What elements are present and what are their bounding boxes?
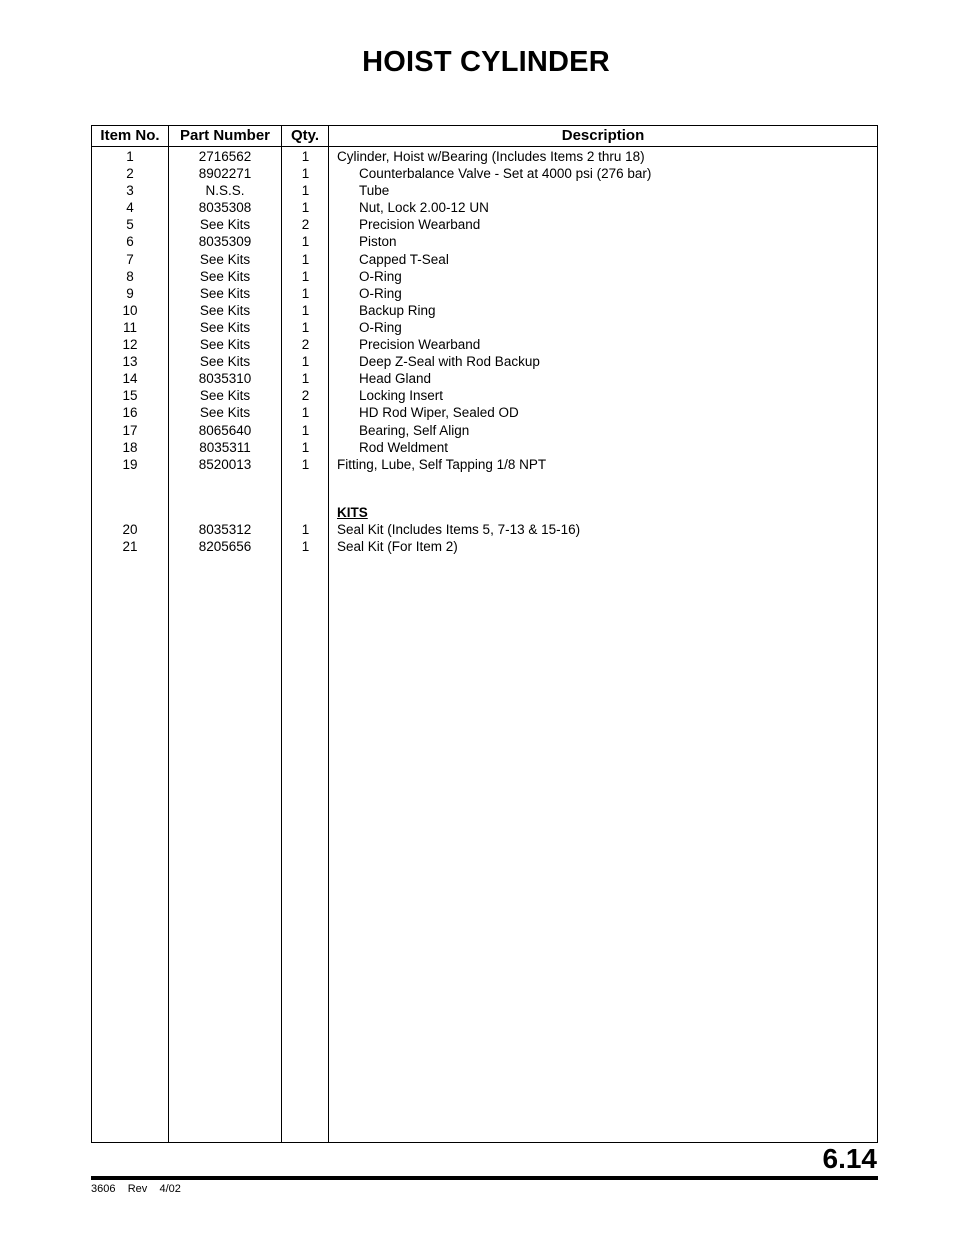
table-row [92,216,877,233]
description: Piston [359,234,397,250]
table-row [92,422,877,439]
description: O-Ring [359,285,402,301]
table-row [92,439,877,456]
description: Deep Z-Seal with Rod Backup [359,354,540,370]
qty: 1 [301,439,310,455]
part-number: See Kits [199,268,251,284]
part-number: 8065640 [198,422,252,438]
header-description: Description [561,127,645,144]
kits-heading: KITS [337,504,368,520]
parts-table [91,125,878,1143]
part-number: 8205656 [198,538,252,554]
footer-rule [91,1176,878,1180]
part-number: See Kits [199,354,251,370]
part-number: 8035312 [198,521,252,537]
table-row [92,148,877,165]
table-row [92,233,877,250]
item-no: 9 [126,285,134,301]
table-row [92,251,877,268]
item-no: 2 [126,166,134,182]
qty: 1 [301,268,310,284]
part-number: See Kits [199,285,251,301]
table-row [92,319,877,336]
description: Rod Weldment [359,439,449,455]
table-row [92,353,877,370]
part-number: 8035311 [199,439,251,455]
part-number: See Kits [199,388,251,404]
qty: 1 [301,456,310,472]
header-part-number: Part Number [179,127,271,144]
item-no: 3 [126,183,134,199]
part-number: See Kits [199,217,251,233]
description: Fitting, Lube, Self Tapping 1/8 NPT [337,456,547,472]
part-number: See Kits [199,302,251,318]
item-no: 8 [126,268,134,284]
description: Bearing, Self Align [359,422,470,438]
qty: 2 [301,217,310,233]
footer-revision: 3606 Rev 4/02 [91,1183,181,1195]
description: Cylinder, Hoist w/Bearing (Includes Items 2 thru 18) [337,149,645,164]
description: O-Ring [359,268,402,284]
qty: 1 [301,354,310,370]
item-no: 14 [122,371,138,387]
part-number: 8035308 [198,200,252,216]
description: Seal Kit (Includes Items 5, 7-13 & 15-16) [337,521,581,537]
qty: 1 [301,521,310,537]
part-number: 8902271 [198,166,252,182]
description: Locking Insert [359,388,444,404]
qty: 1 [301,166,310,182]
qty: 1 [301,285,310,301]
description: O-Ring [359,319,402,335]
qty: 2 [301,388,310,404]
qty: 1 [301,302,310,318]
qty: 1 [301,234,310,250]
part-number: 2716562 [198,149,252,164]
item-no: 15 [122,388,138,404]
item-no: 13 [122,354,138,370]
table-body [92,148,877,555]
page-number: 6.14 [822,1143,877,1174]
table-row [92,165,877,182]
description: Tube [359,183,390,199]
qty: 1 [301,405,310,421]
page-title: HOIST CYLINDER [362,46,610,78]
item-no: 21 [122,538,138,554]
table-row [92,268,877,285]
item-no: 10 [122,302,138,318]
description: Precision Wearband [359,217,481,233]
table-row [92,521,877,538]
table-row [92,456,877,473]
part-number: 8035310 [198,371,252,387]
qty: 1 [301,319,310,335]
table-row [92,336,877,353]
description: Seal Kit (For Item 2) [337,538,458,554]
header-item-no: Item No. [100,127,160,144]
header-qty: Qty. [290,127,320,144]
part-number: 8520013 [198,456,252,472]
item-no: 5 [126,217,134,233]
qty: 1 [301,251,310,267]
item-no: 12 [122,337,138,353]
qty: 1 [301,183,310,199]
table-row [92,370,877,387]
part-number: See Kits [199,319,251,335]
item-no: 1 [126,149,134,164]
description: Capped T-Seal [359,251,449,267]
table-row [92,302,877,319]
part-number: N.S.S. [205,183,245,199]
part-number: See Kits [199,337,251,353]
description: Precision Wearband [359,337,481,353]
item-no: 11 [122,319,137,335]
qty: 1 [301,149,310,164]
part-number: See Kits [199,251,251,267]
description: Nut, Lock 2.00-12 UN [359,200,489,216]
description: HD Rod Wiper, Sealed OD [359,405,519,421]
header-divider [92,146,877,147]
item-no: 17 [122,422,138,438]
table-row [92,182,877,199]
item-no: 6 [126,234,134,250]
table-row [92,538,877,555]
description: Backup Ring [359,302,436,318]
description: Counterbalance Valve - Set at 4000 psi (276 bar) [359,166,652,182]
item-no: 19 [122,456,138,472]
qty: 1 [301,371,310,387]
item-no: 4 [126,200,134,216]
qty: 2 [301,337,310,353]
item-no: 20 [122,521,138,537]
item-no: 7 [126,251,134,267]
part-number: See Kits [199,405,251,421]
qty: 1 [301,200,310,216]
description: Head Gland [359,371,432,387]
kits-heading-row [92,504,877,521]
part-number: 8035309 [198,234,252,250]
item-no: 18 [122,439,138,455]
qty: 1 [301,538,310,554]
table-row [92,404,877,421]
qty: 1 [301,422,310,438]
table-row [92,387,877,404]
table-row [92,285,877,302]
item-no: 16 [122,405,138,421]
table-row [92,199,877,216]
